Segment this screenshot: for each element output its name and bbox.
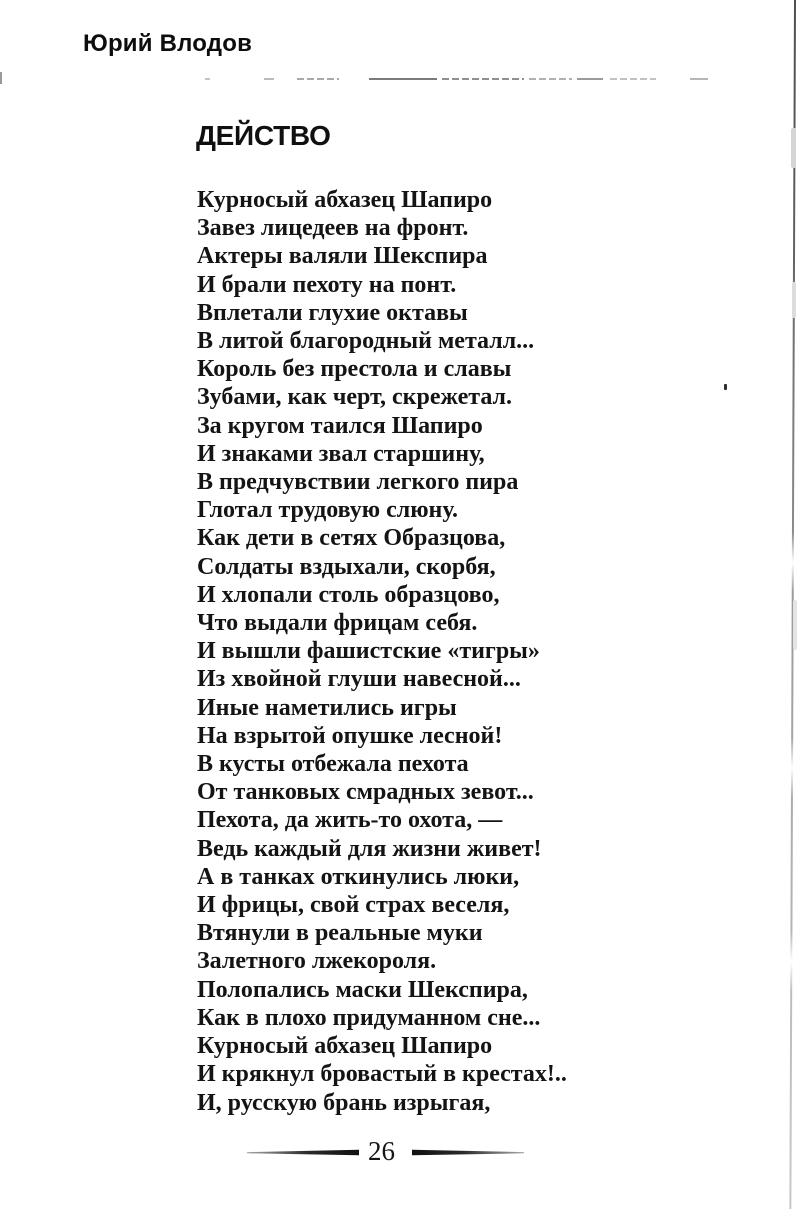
poem-line: Глотал трудовую слюну. bbox=[197, 497, 458, 524]
poem-line: И вышли фашистские «тигры» bbox=[197, 638, 540, 665]
poem-line: Как дети в сетях Образцова, bbox=[197, 525, 506, 552]
poem-line: Актеры валяли Шекспира bbox=[197, 243, 488, 270]
poem-line: Втянули в реальные муки bbox=[197, 920, 483, 947]
poem-line: Завез лицедеев на фронт. bbox=[197, 215, 469, 242]
poem-line: Зубами, как черт, скрежетал. bbox=[197, 384, 512, 411]
poem-line: Курносый абхазец Шапиро bbox=[197, 1033, 493, 1060]
scan-edge-blob bbox=[791, 128, 796, 168]
poem-line: Пехота, да жить-то охота, — bbox=[197, 807, 503, 834]
footer-rule-left bbox=[247, 1149, 359, 1156]
page-number: 26 bbox=[368, 1136, 395, 1166]
header-rule-segment bbox=[369, 78, 437, 80]
header-rule-segment bbox=[264, 78, 274, 80]
header-rule-segment bbox=[529, 78, 572, 80]
poem-line: За кругом таился Шапиро bbox=[197, 412, 483, 439]
header-rule-segment bbox=[577, 78, 603, 80]
poem-line: И знаками звал старшину, bbox=[197, 440, 485, 467]
poem-line: И хлопали столь образцово, bbox=[197, 581, 500, 608]
poem-line: И брали пехоту на понт. bbox=[197, 271, 457, 298]
header-rule-segment bbox=[442, 78, 524, 80]
poem-line: И крякнул бровастый в крестах!.. bbox=[197, 1061, 567, 1088]
poem-line: Король без престола и славы bbox=[197, 356, 512, 383]
scan-edge-blob bbox=[792, 282, 796, 318]
poem-line: Полопались маски Шекспира, bbox=[197, 976, 528, 1003]
running-header-author: Юрий Влодов bbox=[83, 30, 253, 57]
poem-line: Ведь каждый для жизни живет! bbox=[197, 835, 542, 862]
poem-line: В кусты отбежала пехота bbox=[197, 751, 469, 778]
poem-line: Как в плохо придуманном сне... bbox=[197, 1004, 541, 1031]
header-rule-segment bbox=[297, 78, 339, 80]
poem-line: Залетного лжекороля. bbox=[197, 948, 437, 975]
scan-edge-blob bbox=[793, 600, 797, 650]
poem-line: В предчувствии легкого пира bbox=[197, 469, 519, 496]
poem-line: Иные наметились игры bbox=[197, 694, 457, 721]
poem-line: Что выдали фрицам себя. bbox=[197, 610, 478, 637]
poem-line: Из хвойной глуши навесной... bbox=[197, 666, 521, 693]
header-rule-segment bbox=[205, 78, 210, 80]
footer-rule-right bbox=[412, 1149, 524, 1156]
poem-title: ДЕЙСТВО bbox=[196, 120, 331, 151]
poem-line: А в танках откинулись люки, bbox=[197, 863, 520, 890]
poem-line: Вплетали глухие октавы bbox=[197, 299, 468, 326]
poem-line: От танковых смрадных зевот... bbox=[197, 779, 534, 806]
poem-line: На взрытой опушке лесной! bbox=[197, 722, 503, 749]
poem-line: Курносый абхазец Шапиро bbox=[197, 187, 493, 213]
header-rule-segment bbox=[610, 78, 656, 80]
poem-line: В литой благородный металл... bbox=[197, 328, 535, 355]
scan-speck bbox=[724, 384, 727, 390]
poem-body bbox=[197, 186, 757, 1117]
poem-line: И фрицы, свой страх веселя, bbox=[197, 892, 510, 919]
poem-line: Солдаты вздыхали, скорбя, bbox=[197, 553, 496, 580]
scan-left-tick bbox=[0, 72, 2, 84]
poem-line: И, русскую брань изрыгая, bbox=[197, 1089, 491, 1116]
header-rule-segment bbox=[690, 78, 708, 80]
